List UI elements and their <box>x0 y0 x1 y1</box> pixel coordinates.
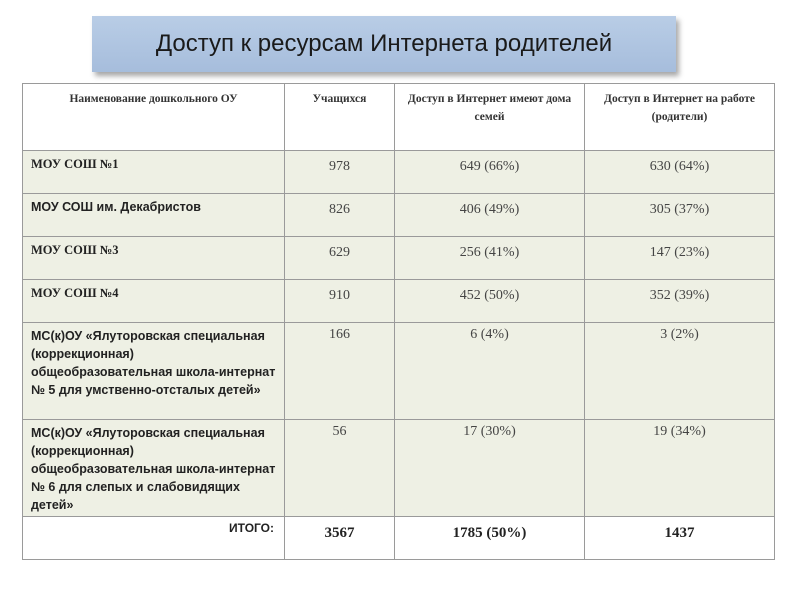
home-access-cell: 452 (50%) <box>395 280 585 323</box>
total-label: ИТОГО: <box>23 517 285 560</box>
total-work-access: 1437 <box>585 517 775 560</box>
work-access-cell: 147 (23%) <box>585 237 775 280</box>
home-access-cell: 6 (4%) <box>395 323 585 420</box>
work-access-cell: 305 (37%) <box>585 194 775 237</box>
total-row <box>23 517 775 560</box>
table-row <box>23 323 775 420</box>
students-cell: 166 <box>285 323 395 420</box>
school-name-cell: МС(к)ОУ «Ялуторовская специальная (коррекционная) общеобразовательная школа-интернат № 5 для умственно-отсталых детей» <box>23 323 285 420</box>
table-row <box>23 280 775 323</box>
page-title: Доступ к ресурсам Интернета родителей <box>155 30 613 57</box>
home-access-cell: 256 (41%) <box>395 237 585 280</box>
column-header: Учащихся <box>285 84 395 151</box>
work-access-cell: 352 (39%) <box>585 280 775 323</box>
table-row <box>23 237 775 280</box>
students-cell: 910 <box>285 280 395 323</box>
work-access-cell: 19 (34%) <box>585 420 775 517</box>
students-cell: 978 <box>285 151 395 194</box>
table-row <box>23 151 775 194</box>
school-name-cell: МС(к)ОУ «Ялуторовская специальная (коррекционная) общеобразовательная школа-интернат № 6 для слепых и слабовидящих детей» <box>23 420 285 517</box>
total-home-access: 1785 (50%) <box>395 517 585 560</box>
column-header: Доступ в Интернет имеют дома семей <box>395 84 585 151</box>
total-students: 3567 <box>285 517 395 560</box>
work-access-cell: 630 (64%) <box>585 151 775 194</box>
home-access-cell: 406 (49%) <box>395 194 585 237</box>
column-header: Доступ в Интернет на работе (родители) <box>585 84 775 151</box>
title-banner <box>92 16 676 72</box>
school-name-cell: МОУ СОШ им. Декабристов <box>23 194 285 237</box>
table-row <box>23 420 775 517</box>
students-cell: 56 <box>285 420 395 517</box>
school-name-cell: МОУ СОШ №4 <box>23 280 285 323</box>
students-cell: 629 <box>285 237 395 280</box>
work-access-cell: 3 (2%) <box>585 323 775 420</box>
table-row <box>23 194 775 237</box>
home-access-cell: 649 (66%) <box>395 151 585 194</box>
school-name-cell: МОУ СОШ №1 <box>23 151 285 194</box>
students-cell: 826 <box>285 194 395 237</box>
data-table <box>22 83 775 560</box>
column-header: Наименование дошкольного ОУ <box>23 84 285 151</box>
school-name-cell: МОУ СОШ №3 <box>23 237 285 280</box>
table-header-row <box>23 84 775 151</box>
home-access-cell: 17 (30%) <box>395 420 585 517</box>
